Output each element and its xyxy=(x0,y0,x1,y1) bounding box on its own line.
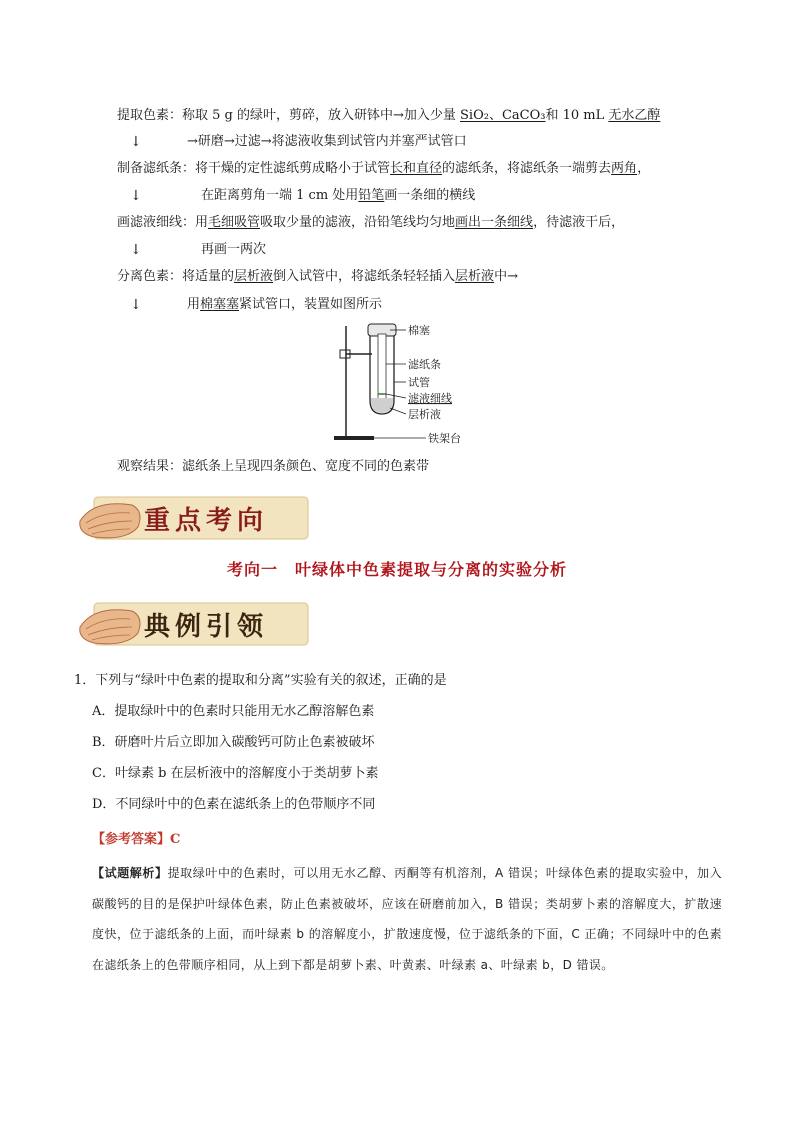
apparatus-diagram xyxy=(330,318,490,450)
step3-text: 画滤液细线：用 xyxy=(117,215,209,230)
step1-line xyxy=(117,107,660,125)
banner-title-2: 典例引领 xyxy=(144,612,269,642)
label-test-tube: 试管 xyxy=(408,376,430,389)
analysis-text: 提取绿叶中的色素时，可以用无水乙醇、丙酮等有机溶剂，A 错误；叶绿体色素的提取实验中，加入碳酸钙的目的是保护叶绿体色素，防止色素被破坏，应该在研磨前加入，B 错误；类胡萝卜素的溶解度大，扩散速度快，位于滤纸条的上面，而叶绿素 b 的溶解度小，扩散速度慢，位于滤纸条的下面，C 正确；不同绿叶中的色素在滤纸条上的色带顺序相同，从上到下都是胡萝卜素、叶黄素、叶绿素 a、叶绿素 b，D 错误。 xyxy=(92,866,722,972)
step4-solvent: 层析液 xyxy=(234,269,274,284)
step2-pencil: 铅笔 xyxy=(358,188,385,203)
step2-corners: 两角 xyxy=(611,161,638,176)
step1-chem: SiO₂、CaCO₃ xyxy=(460,108,546,123)
section-heading: 考向一 叶绿体中色素提取与分离的实验分析 xyxy=(226,560,567,579)
step4-cotton: 棉塞塞 xyxy=(200,297,240,312)
analysis-label: 【试题解析】 xyxy=(92,866,168,880)
step3-cont: 再画一两次 xyxy=(201,242,267,257)
option-b: B．研磨叶片后立即加入碳酸钙可防止色素被破坏 xyxy=(92,735,375,750)
step2-text: 制备滤纸条：将干燥的定性滤纸剪成略小于试管 xyxy=(117,161,391,176)
stand-base xyxy=(334,436,374,440)
step2-cont xyxy=(201,187,475,205)
step4-text-c: 中→ xyxy=(494,269,518,284)
step4-text-b: 倒入试管中，将滤纸条轻轻插入 xyxy=(273,269,456,284)
filter-strip xyxy=(378,334,386,408)
solvent-fill xyxy=(371,398,393,413)
option-d: D．不同绿叶中的色素在滤纸条上的色带顺序不同 xyxy=(92,797,376,812)
arrow-1: ↓ xyxy=(130,134,142,150)
banner-example xyxy=(74,597,310,651)
label-filter-strip: 滤纸条 xyxy=(408,358,441,371)
step4-solvent-2: 层析液 xyxy=(455,269,495,284)
step3-line xyxy=(117,214,624,232)
step1-and: 和 10 mL xyxy=(545,108,609,123)
step3-line-draw: 画出一条细线 xyxy=(455,215,534,230)
arrow-3: ↓ xyxy=(130,242,142,258)
step2-text-b: 的滤纸条，将滤纸条一端剪去 xyxy=(442,161,612,176)
step2-cont-c: 画一条细的横线 xyxy=(384,188,476,203)
step3-pipette: 毛细吸管 xyxy=(208,215,261,230)
reference-answer: 【参考答案】C xyxy=(92,832,181,847)
step3-text-b: 吸取少量的滤液，沿铅笔线均匀地 xyxy=(260,215,456,230)
label-iron-stand: 铁架台 xyxy=(428,432,461,445)
step4-cont xyxy=(187,296,382,314)
step1-cont: →研磨→过滤→将滤液收集到试管内并塞严试管口 xyxy=(187,134,467,149)
arrow-2: ↓ xyxy=(130,188,142,204)
step4-line xyxy=(117,268,518,286)
step1-text: 提取色素：称取 5 g 的绿叶，剪碎，放入研钵中→加入少量 xyxy=(117,108,461,123)
step3-text-c: ，待滤液干后， xyxy=(533,215,625,230)
step4-cont-c: 紧试管口，装置如图所示 xyxy=(239,297,383,312)
step4-cont-a: 用 xyxy=(187,297,201,312)
arrow-4: ↓ xyxy=(130,297,142,313)
step2-cont-a: 在距离剪角一端 1 cm 处用 xyxy=(201,188,359,203)
option-a: A．提取绿叶中的色素时只能用无水乙醇溶解色素 xyxy=(92,704,375,719)
step2-size: 长和直径 xyxy=(390,161,443,176)
step2-comma: ， xyxy=(637,161,651,176)
step1-solvent: 无水乙醇 xyxy=(608,108,661,123)
label-sample-line: 滤液细线 xyxy=(408,392,452,405)
label-cotton: 棉塞 xyxy=(408,324,430,337)
banner-key-direction xyxy=(74,491,310,545)
step4-text: 分离色素：将适量的 xyxy=(117,269,235,284)
result-line: 观察结果：滤纸条上呈现四条颜色、宽度不同的色素带 xyxy=(117,459,430,474)
option-c: C．叶绿素 b 在层析液中的溶解度小于类胡萝卜素 xyxy=(92,766,379,781)
question-stem: 1．下列与“绿叶中色素的提取和分离”实验有关的叙述，正确的是 xyxy=(74,673,447,688)
step2-line xyxy=(117,160,650,178)
banner-title: 重点考向 xyxy=(144,506,269,536)
analysis-paragraph xyxy=(92,858,722,980)
label-solvent: 层析液 xyxy=(408,408,441,421)
